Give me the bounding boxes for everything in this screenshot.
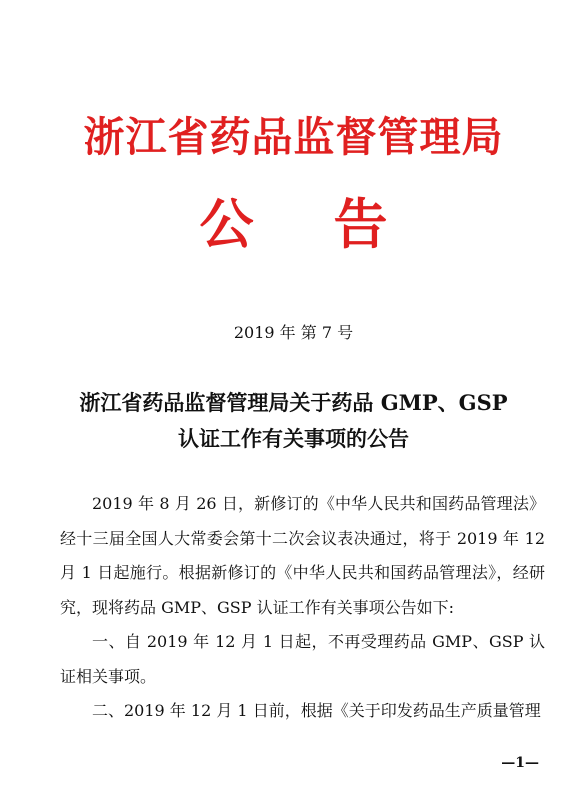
document-type-char-left: 公 xyxy=(199,192,254,256)
page-number: —1— xyxy=(501,755,539,771)
body-paragraph: 二、2019 年 12 月 1 日前，根据《关于印发药品生产质量管理 xyxy=(92,701,541,720)
document-body xyxy=(60,487,545,729)
body-paragraph: 2019 年 8 月 26 日，新修订的《中华人民共和国药品管理法》经十三届全国人大常委会第十二次会议表决通过，将于 2019 年 12 月 1 日起施行。根据新修订的《中华人民共和国药品管理法》，经研究，现将药品 GMP、GSP 认证工作有关事项公告如下: xyxy=(60,494,545,617)
document-title-line-2: 认证工作有关事项的公告 xyxy=(178,426,409,451)
document-title xyxy=(60,385,527,457)
body-paragraph: 一、自 2019 年 12 月 1 日起，不再受理药品 GMP、GSP 认证相关事项。 xyxy=(60,632,545,686)
document-type-char-right: 告 xyxy=(333,192,388,256)
agency-name: 浙江省药品监督管理局 xyxy=(83,113,504,161)
document-title-line-1: 浙江省药品监督管理局关于药品 GMP、GSP xyxy=(79,390,508,415)
document-number: 2019 年 第 7 号 xyxy=(233,323,354,342)
document-type xyxy=(0,192,587,256)
